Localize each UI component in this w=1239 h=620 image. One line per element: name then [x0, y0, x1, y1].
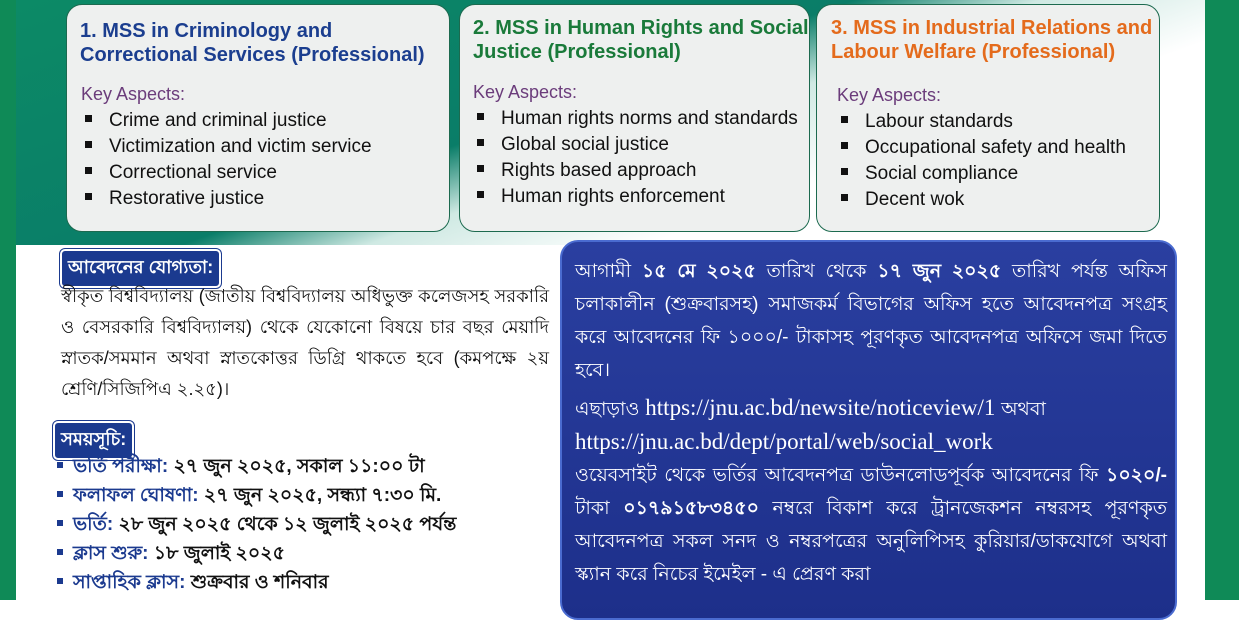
bullet-icon — [57, 462, 63, 468]
aspect-item — [473, 132, 798, 158]
notice-text: নম্বরে বিকাশ করে ট্রানজেকশন নম্বরসহ পূরণকৃত আবেদনপত্র সকল সনদ ও নম্বরপত্রের অনুলিপিসহ কুরিয়ার/ডাকযোগে অথবা স্ক্যান করে নিচের ইমেইল - এ প্রেরণ করা — [575, 498, 1167, 585]
bullet-icon — [841, 116, 848, 123]
schedule-value: ২৭ জুন ২০২৫, সকাল ১১:০০ টা — [173, 456, 425, 477]
notice-text: আগামী — [575, 261, 642, 282]
schedule-heading: সময়সূচি: — [53, 421, 134, 460]
notice-url-line-2 — [575, 424, 993, 460]
bullet-icon — [57, 520, 63, 526]
aspect-text: Human rights norms and standards — [501, 108, 798, 129]
left-green-frame — [0, 0, 16, 600]
notice-text: তারিখ থেকে — [755, 261, 878, 282]
schedule-value: শুক্রবার ও শনিবার — [190, 572, 329, 593]
notice-url-link-2[interactable]: https://jnu.ac.bd/dept/portal/web/social_work — [575, 429, 993, 454]
aspect-text: Global social justice — [501, 134, 669, 155]
aspect-text: Decent wok — [865, 189, 965, 210]
bullet-icon — [57, 491, 63, 497]
schedule-item — [57, 568, 456, 597]
aspect-item — [837, 135, 1126, 161]
schedule-value: ২৮ জুন ২০২৫ থেকে ১২ জুলাই ২০২৫ পর্যন্ত — [118, 514, 457, 535]
program-title: 2. MSS in Human Rights and Social Justice (Professional) — [473, 17, 809, 63]
aspect-item — [81, 186, 372, 212]
aspect-list — [473, 106, 798, 210]
notice-text: ওয়েবসাইট থেকে ভর্তির আবেদনপত্র ডাউনলোডপূর্বক আবেদনের ফি — [575, 465, 1106, 486]
aspect-text: Restorative justice — [109, 188, 265, 209]
notice-url-line-1 — [575, 390, 1046, 428]
schedule-item — [57, 452, 456, 481]
schedule-label: ফলাফল ঘোষণা: — [73, 485, 199, 506]
bullet-icon — [477, 191, 484, 198]
aspect-text: Occupational safety and health — [865, 137, 1126, 158]
bullet-icon — [477, 113, 484, 120]
program-title: 3. MSS in Industrial Relations and Labour Welfare (Professional) — [831, 17, 1153, 63]
schedule-item — [57, 510, 456, 539]
aspect-item — [81, 108, 372, 134]
aspect-item — [837, 161, 1126, 187]
bullet-icon — [477, 165, 484, 172]
aspect-item — [81, 134, 372, 160]
schedule-label: ভর্তি পরীক্ষা: — [73, 456, 169, 477]
schedule-label: সাপ্তাহিক ক্লাস: — [73, 572, 186, 593]
schedule-item — [57, 481, 456, 510]
key-aspects-label: Key Aspects: — [473, 82, 578, 102]
aspect-text: Correctional service — [109, 162, 277, 183]
bullet-icon — [841, 142, 848, 149]
key-aspects-label: Key Aspects: — [81, 84, 186, 104]
aspect-text: Human rights enforcement — [501, 186, 725, 207]
bullet-icon — [841, 168, 848, 175]
right-green-frame — [1205, 0, 1239, 600]
aspect-item — [81, 160, 372, 186]
program-card-criminology — [66, 4, 450, 232]
notice-paragraph-online — [575, 459, 1167, 591]
bullet-icon — [57, 578, 63, 584]
bullet-icon — [85, 167, 92, 174]
notice-url-link-1[interactable]: https://jnu.ac.bd/newsite/noticeview/1 — [645, 395, 996, 420]
bullet-icon — [85, 193, 92, 200]
schedule-list — [57, 452, 456, 597]
aspect-list — [81, 108, 372, 212]
schedule-item — [57, 539, 456, 568]
eligibility-heading: আবেদনের যোগ্যতা: — [60, 249, 221, 288]
aspect-item — [473, 158, 798, 184]
aspect-list — [837, 109, 1126, 213]
notice-text: তারিখ পর্যন্ত অফিস চলাকালীন (শুক্রবারসহ) সমাজকর্ম বিভাগের অফিস হতে আবেদনপত্র সংগ্রহ করে আবেদনের ফি ১০০০/- টাকাসহ পূরণকৃত আবেদনপত্র অফিসে জমা দিতে হবে। — [575, 261, 1167, 381]
program-card-industrial-relations — [816, 4, 1160, 232]
notice-text: টাকা — [575, 498, 624, 519]
notice-text: অথবা — [1001, 399, 1046, 420]
notice-paragraph-collection — [575, 255, 1167, 387]
start-date: ১৫ মে ২০২৫ — [641, 261, 756, 282]
notice-text: এছাড়াও — [575, 399, 640, 420]
aspect-item — [473, 184, 798, 210]
online-fee: ১০২০/- — [1106, 465, 1167, 486]
aspect-item — [837, 187, 1126, 213]
end-date: ১৭ জুন ২০২৫ — [877, 261, 1002, 282]
program-title: 1. MSS in Criminology and Correctional Services (Professional) — [80, 20, 425, 66]
schedule-label: ভর্তি: — [73, 514, 114, 535]
program-card-human-rights — [459, 4, 810, 232]
schedule-label: ক্লাস শুরু: — [73, 543, 149, 564]
aspect-item — [473, 106, 798, 132]
application-notice-box — [560, 240, 1177, 620]
aspect-text: Victimization and victim service — [109, 136, 372, 157]
key-aspects-label: Key Aspects: — [837, 85, 942, 105]
bullet-icon — [85, 115, 92, 122]
aspect-text: Labour standards — [865, 111, 1013, 132]
aspect-text: Rights based approach — [501, 160, 697, 181]
bkash-number: ০১৭৯১৫৮৩৪৫০ — [623, 498, 759, 519]
bullet-icon — [841, 194, 848, 201]
schedule-value: ২৭ জুন ২০২৫, সন্ধ্যা ৭:৩০ মি. — [203, 485, 442, 506]
bullet-icon — [57, 549, 63, 555]
aspect-text: Social compliance — [865, 163, 1019, 184]
aspect-item — [837, 109, 1126, 135]
schedule-value: ১৮ জুলাই ২০২৫ — [153, 543, 285, 564]
eligibility-text: স্বীকৃত বিশ্ববিদ্যালয় (জাতীয় বিশ্ববিদ্যালয় অধিভুক্ত কলেজসহ সরকারি ও বেসরকারি বিশ্ববিদ্যালয়) থেকে যেকোনো বিষয়ে চার বছর মেয়াদি স্নাতক/সমমান অথবা স্নাতকোত্তর ডিগ্রি থাকতে হবে (কমপক্ষে ২য় শ্রেণি/সিজিপিএ ২.২৫)। — [61, 286, 549, 399]
bullet-icon — [85, 141, 92, 148]
bullet-icon — [477, 139, 484, 146]
aspect-text: Crime and criminal justice — [109, 110, 327, 131]
